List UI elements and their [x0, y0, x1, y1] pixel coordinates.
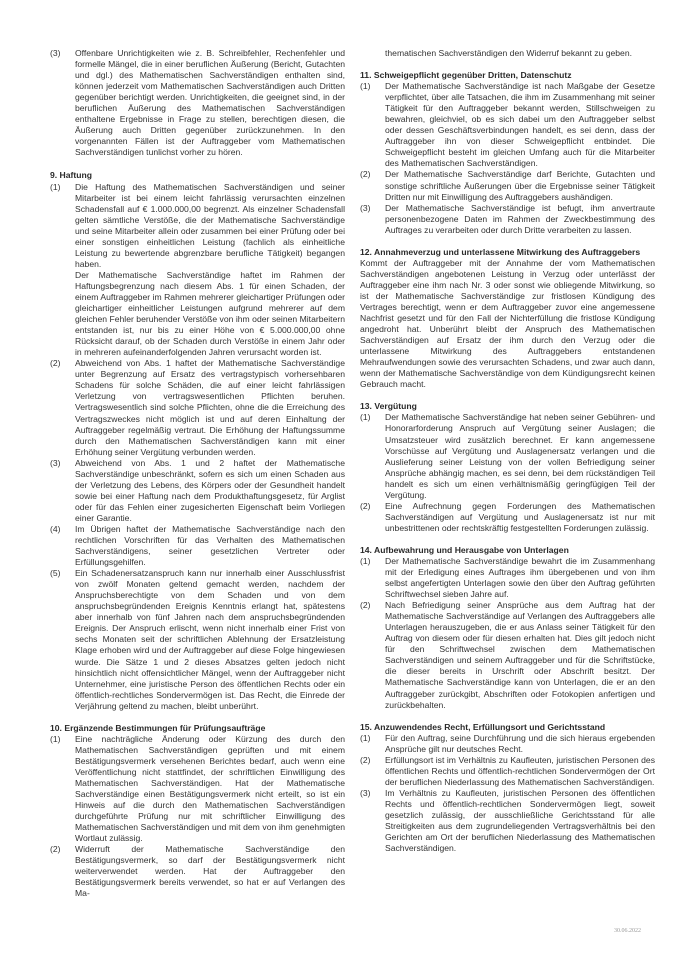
section-9-paragraph-3	[50, 458, 345, 524]
paragraph-number: (1)	[50, 181, 61, 192]
section-11-paragraph-1	[360, 81, 655, 169]
paragraph-number: (1)	[360, 412, 371, 423]
section-10-paragraph-2-continuation: thematischen Sachverständigen den Widerruf bekannt zu geben.	[385, 48, 632, 58]
paragraph-number: (1)	[360, 732, 371, 743]
section-14-heading: 14. Aufbewahrung und Herausgabe von Unterlagen	[360, 544, 569, 555]
section-13-paragraph-2	[360, 501, 655, 534]
paragraph-text: Eine nachträgliche Änderung oder Kürzung des durch den Mathematischen Sachverständigen geprüften und mit einem Bestätigungsvermerk versehenen Berichtes bedarf, auch wenn eine Veröffentlichung nicht stattfindet, der schriftlichen Einwilligung des Mathematischen Sachverständigen. Hat der Mathematische Sachverständige einen Bestätigungsvermerk nicht erteilt, so ist ein Hinweis auf die durch den Mathematischen Sachverständigen durchgeführte Prüfung nur mit schriftlicher Einwilligung des Mathematischen Sachverständigen und mit dem von ihm genehmigten Wortlaut zulässig.	[75, 733, 345, 844]
paragraph-number: (2)	[360, 169, 371, 180]
paragraph-number: (2)	[360, 500, 371, 511]
paragraph-text: Abweichend von Abs. 1 und 2 haftet der Mathematische Sachverständige unbeschränkt, sofern es sich um einen Schaden aus der Verletzung des Lebens, des Körpers oder der Gesundheit handelt sowie bei einer Haftung nach dem Produkthaftungsgesetz, für Arglist oder für das Fehlen einer zugesicherten Eigenschaft beim Vorliegen einer Garantie.	[75, 457, 345, 523]
left-column	[50, 48, 345, 900]
paragraph-number: (3)	[50, 457, 61, 468]
paragraph-number: (3)	[50, 48, 61, 58]
paragraph-text: Abweichend von Abs. 1 haftet der Mathematische Sachverständige unter Begrenzung auf Ersatz des vertragstypisch vorhersehbaren Schadens für solche Schäden, die auf einer leicht fahrlässigen Verletzung von vertragswesentlichen Pflichten beruhen. Vertragswesentlich sind solche Pflichten, ohne die die Erreichung des Vertragszweckes nicht möglich ist und auf deren Einhaltung der Auftraggeber regelmäßig vertraut. Die Erhöhung der Haftungssumme durch den Mathematischen Sachverständigen kann mit einer Erhöhung seiner Vergütung verbunden werden.	[75, 358, 345, 457]
section-13-heading: 13. Vergütung	[360, 401, 417, 412]
paragraph-number: (3)	[360, 787, 371, 798]
paragraph-text: Ein Schadenersatzanspruch kann nur innerhalb einer Ausschlussfrist von zwölf Monaten geltend gemacht werden, nachdem der Anspruchsberechtigte von dem Schaden und von dem anspruchsbegründenden Ereignis Kenntnis erlangt hat, spätestens aber innerhalb von fünf Jahren nach dem anspruchsbegründenden Ereignis. Der Anspruch erlischt, wenn nicht innerhalb einer Frist von sechs Monaten seit der schriftlichen Ablehnung der Ersatzleistung Klage erhoben wird und der Auftraggeber auf diese Folge hingewiesen wurde. Die Sätze 1 und 2 dieses Absatzes gelten jedoch nicht hinsichtlich nicht offensichtlicher Mängel, wenn der Auftraggeber nicht Unternehmer, eine juristische Person des öffentlichen Rechts oder ein öffentlich-rechtliches Sondervermögen ist. Das Recht, die Einrede der Verjährung geltend zu machen, bleibt unberührt.	[75, 568, 345, 711]
paragraph-text: Für den Auftrag, seine Durchführung und die sich hieraus ergebenden Ansprüche gilt nur deutsches Recht.	[385, 732, 655, 754]
section-13-paragraph-1	[360, 412, 655, 500]
section-9-paragraph-4	[50, 524, 345, 568]
paragraph-text: Die Haftung des Mathematischen Sachverständigen und seiner Mitarbeiter ist bei einem leicht fahrlässig verursachten einzelnen Schadensfall auf € 1.000.000,00 begrenzt. Als einzelner Schadensfall gelten sämtliche Verstöße, die der Mathematische Sachverständige und seine Mitarbeiter allein oder zusammen bei einer Prüfung oder bei einer sonstigen einheitlichen Leistung (fachlich als einheitliche Leistung zu bewertende abgrenzbare berufliche Tätigkeit) begangen haben.	[75, 181, 345, 269]
paragraph-text: Der Mathematische Sachverständige bewahrt die im Zusammenhang mit der Erledigung eines Auftrages ihm übergebenen und von ihm selbst angefertigten Unterlagen sowie den über den Auftrag geführten Schriftwechsel sieben Jahre auf.	[385, 555, 655, 600]
paragraph-number: (2)	[50, 358, 61, 369]
paragraph-text: Offenbare Unrichtigkeiten wie z. B. Schreibfehler, Rechenfehler und formelle Mängel, die in einer beruflichen Äußerung (Bericht, Gutachten und dgl.) des Mathematischen Sachverständigen enthalten sind, können jederzeit vom Mathematischen Sachverständigen auch Dritten gegenüber berichtigt werden. Unrichtigkeiten, die geeignet sind, in der beruflichen Äußerung des Mathematischen Sachverständigen enthaltene Ergebnisse in Frage zu stellen, berechtigen diesen, die Äußerung auch Dritten gegenüber zurückzunehmen. In den vorgenannten Fällen ist der Auftraggeber vom Mathematischen Sachverständigen tunlichst vorher zu hören.	[75, 48, 345, 158]
section-14-paragraph-1	[360, 556, 655, 600]
section-9-paragraph-2	[50, 358, 345, 457]
paragraph-number: (5)	[50, 568, 61, 579]
section-9-paragraph-1	[50, 182, 345, 270]
section-9-paragraph-5	[50, 568, 345, 712]
paragraph-text: Erfüllungsort ist im Verhältnis zu Kaufleuten, juristischen Personen des öffentlichen Rechts und öffentlich-rechtlichen Sondervermögen der Ort der beruflichen Niederlassung des Mathematischen Sachverständigen.	[385, 754, 655, 787]
section-9-heading: 9. Haftung	[50, 170, 93, 181]
section-10-paragraph-1	[50, 734, 345, 844]
section-8-paragraph-3	[50, 48, 345, 158]
paragraph-number: (4)	[50, 523, 61, 534]
paragraph-text: Widerruft der Mathematische Sachverständige den Bestätigungsvermerk, so darf der Bestätigungsvermerk nicht weiterverwendet werden. Hat der Auftraggeber den Bestätigungsvermerk bereits verwendet, so hat er auf Verlangen des Ma-	[75, 844, 345, 899]
paragraph-text: Der Mathematische Sachverständige darf Berichte, Gutachten und sonstige schriftliche Äußerungen über die Ergebnisse seiner Tätigkeit Dritten nur mit Einwilligung des Auftraggebers aushändigen.	[385, 169, 655, 202]
paragraph-number: (2)	[50, 844, 61, 855]
paragraph-text: Eine Aufrechnung gegen Forderungen des Mathematischen Sachverständigen auf Vergütung und Auslagenersatz ist nur mit unbestrittenen oder rechtskräftig festgestellten Forderungen zulässig.	[385, 500, 655, 533]
section-11-heading: 11. Schweigepflicht gegenüber Dritten, Datenschutz	[360, 70, 572, 81]
paragraph-text: Der Mathematische Sachverständige hat neben seiner Gebühren- und Honorarforderung Anspruch auf Vergütung seiner Auslagen; die Umsatzsteuer wird zusätzlich berechnet. Er kann angemessene Vorschüsse auf Vergütung und Auslagenersatz verlangen und die Auslieferung seiner Leistung von der vollen Befriedigung seiner Ansprüche abhängig machen, es sei denn, bei dem rückständigen Teil handelt es sich um einen verhältnismäßig geringfügigen Teil der Vergütung.	[385, 412, 655, 500]
paragraph-number: (1)	[360, 555, 371, 566]
footer-date: 30.06.2022	[614, 928, 641, 934]
section-10-paragraph-2	[50, 844, 345, 899]
paragraph-text: Im Verhältnis zu Kaufleuten, juristischen Personen des öffentlichen Rechts und öffentlich-rechtlichen Sondervermögen liegt, soweit gesetzlich zulässig, der ausschließliche Gerichtsstand für alle Streitigkeiten aus dem zugrundeliegenden Vertragsverhältnis bei den Gerichten am Ort der beruflichen Niederlassung des Mathematischen Sachverständigen.	[385, 787, 655, 854]
section-14-paragraph-2	[360, 600, 655, 710]
section-11-paragraph-3	[360, 203, 655, 236]
paragraph-number: (2)	[360, 754, 371, 765]
section-10-heading: 10. Ergänzende Bestimmungen für Prüfungsaufträge	[50, 722, 266, 733]
section-15-paragraph-2	[360, 755, 655, 788]
paragraph-text: Der Mathematische Sachverständige ist befugt, ihm anvertraute personenbezogene Daten im Rahmen der Zweckbestimmung des Auftrages zu verarbeiten oder durch Dritte verarbeiten zu lassen.	[385, 202, 655, 235]
paragraph-text: Nach Befriedigung seiner Ansprüche aus dem Auftrag hat der Mathematische Sachverständige auf Verlangen des Auftraggebers alle Unterlagen herauszugeben, die er aus Anlass seiner Tätigkeit für den Auftrag von diesem oder für diesen erhalten hat. Dies gilt jedoch nicht für den Schriftwechsel zwischen dem Mathematischen Sachverständigen und seinem Auftraggeber und für die Schriftstücke, die dieser bereits in Urschrift oder Abschrift besitzt. Der Mathematische Sachverständige kann von Unterlagen, die er an den Auftraggeber zurückgibt, Abschriften oder Fotokopien anfertigen und zurückbehalten.	[385, 600, 655, 710]
section-15-paragraph-1	[360, 733, 655, 755]
paragraph-text: Im Übrigen haftet der Mathematische Sachverständige nach den rechtlichen Vorschriften für das Verhalten des Mathematischen Sachverständigens, seiner gesetzlichen Vertreter oder Erfüllungsgehilfen.	[75, 523, 345, 568]
paragraph-text: Der Mathematische Sachverständige ist nach Maßgabe der Gesetze verpflichtet, über alle Tatsachen, die ihm im Zusammenhang mit seiner Tätigkeit für den Auftraggeber bekannt werden, Stillschweigen zu bewahren, gleichviel, ob es sich dabei um den Auftraggeber selbst oder dessen Geschäftsverbindungen handelt, es sei denn, dass der Auftraggeber ihn von dieser Schweigepflicht entbindet. Die Schweigepflicht besteht im gleichen Umfang auch für die Mitarbeiter des Mathematischen Sachverständigen.	[385, 81, 655, 169]
section-15-paragraph-3	[360, 788, 655, 854]
section-9-paragraph-1-continuation: Der Mathematische Sachverständige haftet im Rahmen der Haftungsbegrenzung nach diesem Abs. 1 für einen Schaden, der einem Auftraggeber im Rahmen mehrerer gleichartiger Prüfungen oder gleichartiger einheitlicher Leistungen aufgrund mehrerer auf dem gleichen Fehler beruhender Verstöße von ihm oder seinen Mitarbeitern entstanden ist, nur bis zu einer Höhe von € 5.000.000,00 ohne Rücksicht darauf, ob der Schaden durch Verstöße in einem Jahr oder in mehreren aufeinanderfolgenden Jahren verursacht worden ist.	[75, 269, 345, 358]
section-15-heading: 15. Anzuwendendes Recht, Erfüllungsort und Gerichtsstand	[360, 721, 606, 732]
paragraph-number: (3)	[360, 202, 371, 213]
section-12-heading: 12. Annahmeverzug und unterlassene Mitwirkung des Auftraggebers	[360, 246, 641, 257]
section-11-paragraph-2	[360, 169, 655, 202]
paragraph-number: (2)	[360, 600, 371, 611]
section-12-body: Kommt der Auftraggeber mit der Annahme der vom Mathematischen Sachverständigen angebotenen Leistung in Verzug oder unterlässt der Auftraggeber eine ihm nach Nr. 3 oder sonst wie obliegende Mitwirkung, so ist der Mathematische Sachverständige zur fristlosen Kündigung des Vertrages berechtigt, wenn er dem Auftraggeber zuvor eine angemessene Nachfrist gesetzt und für den Fall der Nichterfüllung die fristlose Kündigung angedroht hat. Unberührt bleibt der Anspruch des Mathematischen Sachverständigen auf Ersatz der ihm durch den Verzug oder die unterlassene Mitwirkung des Auftraggebers entstandenen Mehraufwendungen sowie des verursachten Schadens, und zwar auch dann, wenn der Mathematische Sachverständige von dem Kündigungsrecht keinen Gebrauch macht.	[360, 257, 655, 390]
paragraph-number: (1)	[360, 81, 371, 92]
paragraph-number: (1)	[50, 733, 61, 744]
right-column	[360, 48, 655, 854]
